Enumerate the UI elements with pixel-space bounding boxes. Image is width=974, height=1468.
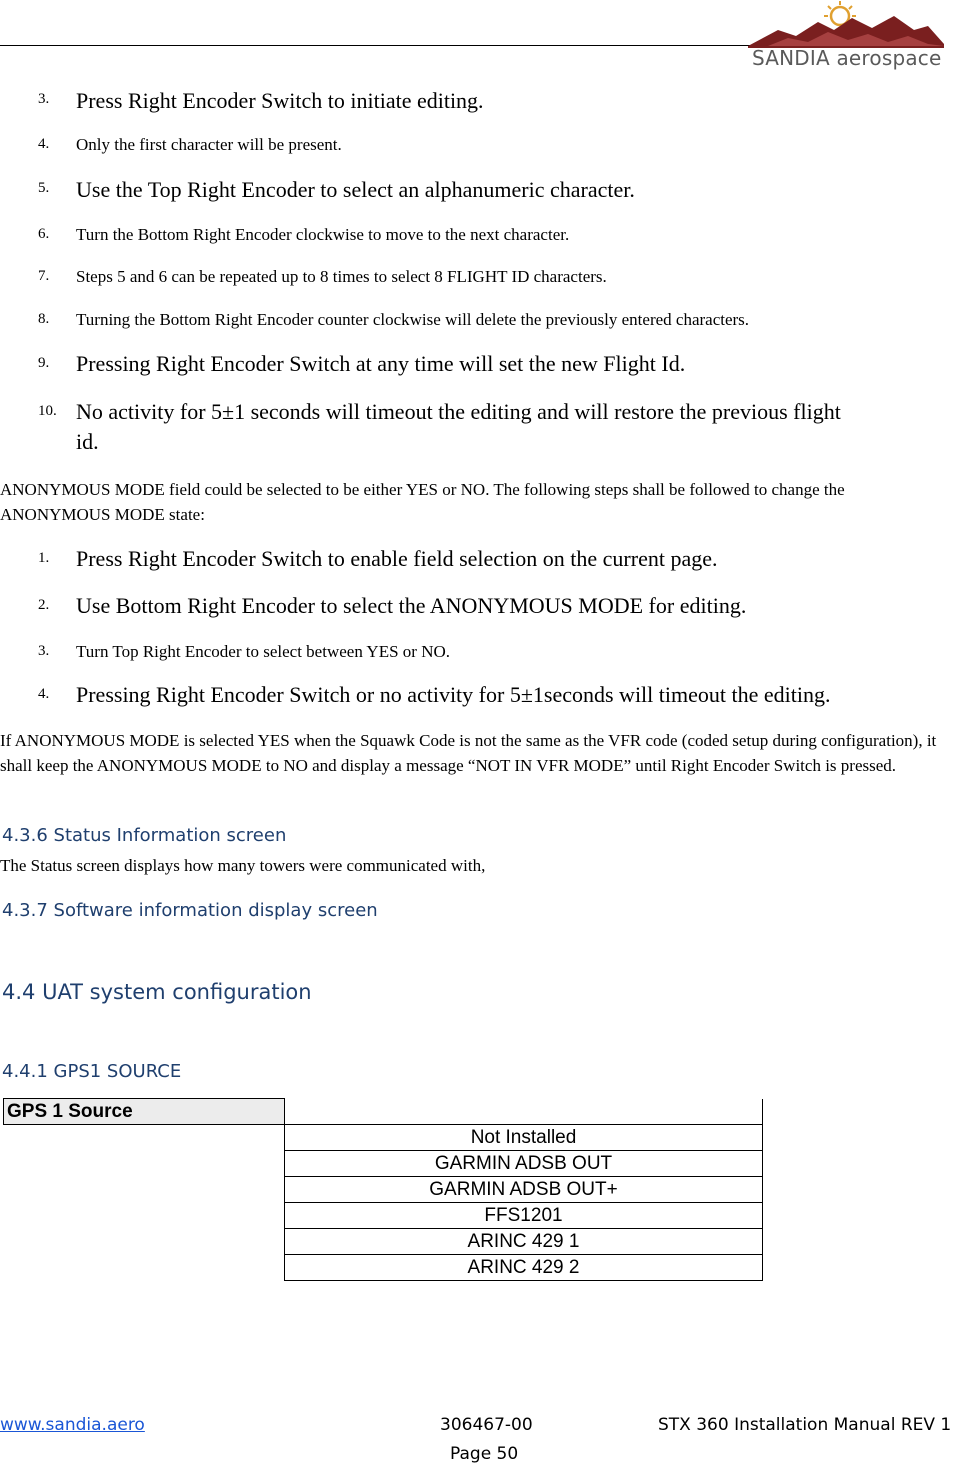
paragraph: If ANONYMOUS MODE is selected YES when the Squawk Code is not the same as the VFR code (coded setup during configuration), it shall keep the ANONYMOUS MODE to NO and display a message “NOT IN VFR MODE” until Right Encoder Switch is pressed. [0, 731, 937, 775]
table-cell: FFS1201 [285, 1203, 763, 1229]
logo-text: SANDIA aerospace [752, 46, 942, 70]
list-number: 4. [38, 686, 50, 702]
list-item: Turn the Bottom Right Encoder clockwise to move to the next character. [76, 225, 570, 244]
section-heading: 4.3.6 Status Information screen [2, 825, 287, 846]
list-item: Only the first character will be present. [76, 135, 342, 154]
website-link[interactable]: www.sandia.aero [0, 1415, 145, 1435]
table-cell: ARINC 429 2 [285, 1255, 763, 1281]
table-row [4, 1229, 763, 1255]
table-cell: GARMIN ADSB OUT [285, 1151, 763, 1177]
list-number: 10. [38, 403, 57, 419]
page-number: Page 50 [450, 1444, 519, 1464]
list-item: Use Bottom Right Encoder to select the ANONYMOUS MODE for editing. [76, 593, 747, 618]
list-number: 4. [38, 136, 50, 152]
list-number: 8. [38, 311, 50, 327]
table-cell: GARMIN ADSB OUT+ [285, 1177, 763, 1203]
header-rule [0, 45, 752, 46]
list-number: 6. [38, 226, 50, 242]
list-item: Turning the Bottom Right Encoder counter clockwise will delete the previously entered characters. [76, 310, 750, 329]
list-item: Use the Top Right Encoder to select an alphanumeric character. [76, 177, 635, 202]
list-number: 3. [38, 91, 50, 107]
doc-number: 306467-00 [440, 1415, 533, 1435]
section-heading: 4.4 UAT system configuration [2, 980, 312, 1004]
list-item: Pressing Right Encoder Switch or no activity for 5±1seconds will timeout the editing. [76, 682, 831, 707]
list-number: 9. [38, 355, 50, 371]
list-item: Turn Top Right Encoder to select between YES or NO. [76, 642, 451, 661]
table-cell: Not Installed [285, 1125, 763, 1151]
list-number: 1. [38, 550, 50, 566]
list-item: Steps 5 and 6 can be repeated up to 8 times to select 8 FLIGHT ID characters. [76, 267, 607, 286]
section-heading: 4.4.1 GPS1 SOURCE [2, 1061, 182, 1082]
table-row [4, 1177, 763, 1203]
paragraph: The Status screen displays how many towers were communicated with, [0, 856, 486, 875]
table-row [4, 1125, 763, 1151]
manual-title: STX 360 Installation Manual REV 1 [658, 1415, 952, 1435]
list-item: No activity for 5±1 seconds will timeout the editing and will restore the previous flight [76, 399, 841, 424]
list-number: 3. [38, 643, 50, 659]
table-row [4, 1151, 763, 1177]
gps-source-table [3, 1098, 763, 1281]
list-item: Press Right Encoder Switch to enable field selection on the current page. [76, 546, 718, 571]
table-cell: ARINC 429 1 [285, 1229, 763, 1255]
table-header: GPS 1 Source [4, 1099, 285, 1125]
list-number: 7. [38, 268, 50, 284]
list-number: 2. [38, 597, 50, 613]
table-row [4, 1099, 763, 1125]
section-heading: 4.3.7 Software information display screen [2, 900, 378, 921]
table-row [4, 1255, 763, 1281]
list-number: 5. [38, 180, 50, 196]
paragraph: ANONYMOUS MODE field could be selected to be either YES or NO. The following steps shall be followed to change the ANONYMOUS MODE state: [0, 480, 845, 524]
list-item-continued: id. [76, 429, 99, 454]
table-row [4, 1203, 763, 1229]
list-item: Press Right Encoder Switch to initiate editing. [76, 88, 484, 113]
list-item: Pressing Right Encoder Switch at any time will set the new Flight Id. [76, 351, 686, 376]
